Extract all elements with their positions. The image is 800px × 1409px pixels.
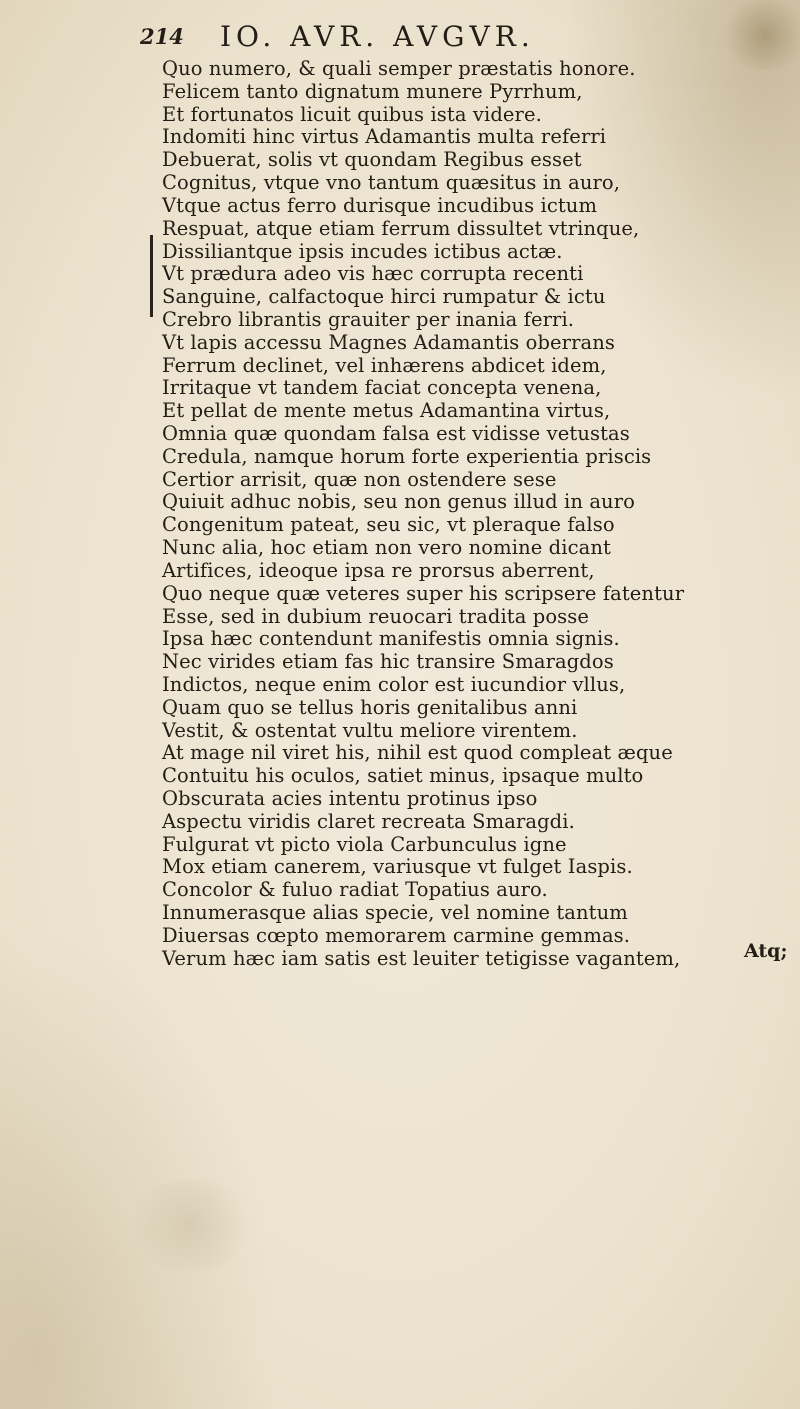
verse-line: Nunc alia, hoc etiam non vero nomine dicant	[162, 536, 611, 560]
verse-line: Indomiti hinc virtus Adamantis multa referri	[162, 125, 607, 149]
verse-line: Sanguine, calfactoque hirci rumpatur & ictu	[162, 285, 606, 309]
verse-line: Omnia quæ quondam falsa est vidisse vetustas	[162, 422, 630, 445]
verse-line: Cognitus, vtque vno tantum quæsitus in auro,	[162, 171, 621, 195]
verse-line: Obscurata acies intentu protinus ipso	[162, 787, 538, 810]
verse-line: Et fortunatos licuit quibus ista videre.	[162, 102, 542, 126]
running-title: IO. AVR. AVGVR.	[220, 20, 535, 53]
verse-line: Nec virides etiam fas hic transire Smaragdos	[162, 650, 614, 674]
verse-line: Concolor & fuluo radiat Topatius auro.	[162, 878, 548, 902]
verse-line: At mage nil viret his, nihil est quod compleat æque	[162, 741, 673, 765]
verse-line: Quiuit adhuc nobis, seu non genus illud in auro	[162, 490, 635, 514]
verse-line: Diuersas cœpto memorarem carmine gemmas.	[162, 923, 631, 947]
verse-line: Artifices, ideoque ipsa re prorsus aberrent,	[162, 558, 595, 582]
verse-line: Dissiliantque ipsis incudes ictibus actæ.	[162, 239, 563, 263]
verse-line: Certior arrisit, quæ non ostendere sese	[162, 467, 557, 491]
verse-line: Quo numero, & quali semper præstatis honore.	[162, 57, 636, 80]
verse-line: Quam quo se tellus horis genitalibus anni	[162, 695, 578, 719]
verse-line: Fulgurat vt picto viola Carbunculus igne	[162, 832, 567, 856]
running-head	[140, 18, 700, 58]
stain-top-right	[720, 0, 800, 70]
verse-line: Mox etiam canerem, variusque vt fulget Iaspis.	[162, 855, 633, 879]
verse-line: Aspectu viridis claret recreata Smaragdi.	[162, 809, 575, 833]
margin-mark	[150, 235, 153, 317]
verse-line: Debuerat, solis vt quondam Regibus esset	[162, 148, 582, 172]
verse-line: Credula, namque horum forte experientia priscis	[162, 444, 652, 468]
verse-line: Vt prædura adeo vis hæc corrupta recenti	[162, 262, 584, 286]
verse-line: Contuitu his oculos, satiet minus, ipsaque multo	[162, 764, 644, 788]
verse-line: Vt lapis accessu Magnes Adamantis oberrans	[162, 330, 616, 354]
verse-line: Indictos, neque enim color est iucundior vllus,	[162, 672, 626, 696]
verse-line: Innumerasque alias specie, vel nomine tantum	[162, 901, 628, 925]
verse-line: Esse, sed in dubium reuocari tradita posse	[162, 604, 590, 628]
verse-line: Et pellat de mente metus Adamantina virtus,	[162, 399, 611, 423]
verse-line: Felicem tanto dignatum munere Pyrrhum,	[162, 79, 583, 103]
verse-line: Irritaque vt tandem faciat concepta venena,	[162, 376, 602, 400]
stain-bottom-left	[120, 1180, 260, 1270]
verse-line: Ferrum declinet, vel inhærens abdicet idem,	[162, 353, 607, 377]
page-number: 214	[140, 24, 184, 49]
catchword: Atq;	[744, 940, 788, 962]
verse-line: Verum hæc iam satis est leuiter tetigisse vagantem,	[162, 946, 681, 970]
verse-line: Respuat, atque etiam ferrum dissultet vtrinque,	[162, 216, 640, 240]
verse-line: Crebro librantis grauiter per inania ferri.	[162, 307, 575, 331]
verse-text	[162, 58, 722, 971]
verse-line: Ipsa hæc contendunt manifestis omnia signis.	[162, 627, 620, 651]
verse-line: Quo neque quæ veteres super his scripsere fatentur	[162, 581, 685, 605]
verse-line: Vtque actus ferro durisque incudibus ictum	[162, 193, 598, 217]
verse-line: Congenitum pateat, seu sic, vt pleraque falso	[162, 513, 615, 537]
verse-line: Vestit, & ostentat vultu meliore virentem.	[162, 718, 578, 742]
